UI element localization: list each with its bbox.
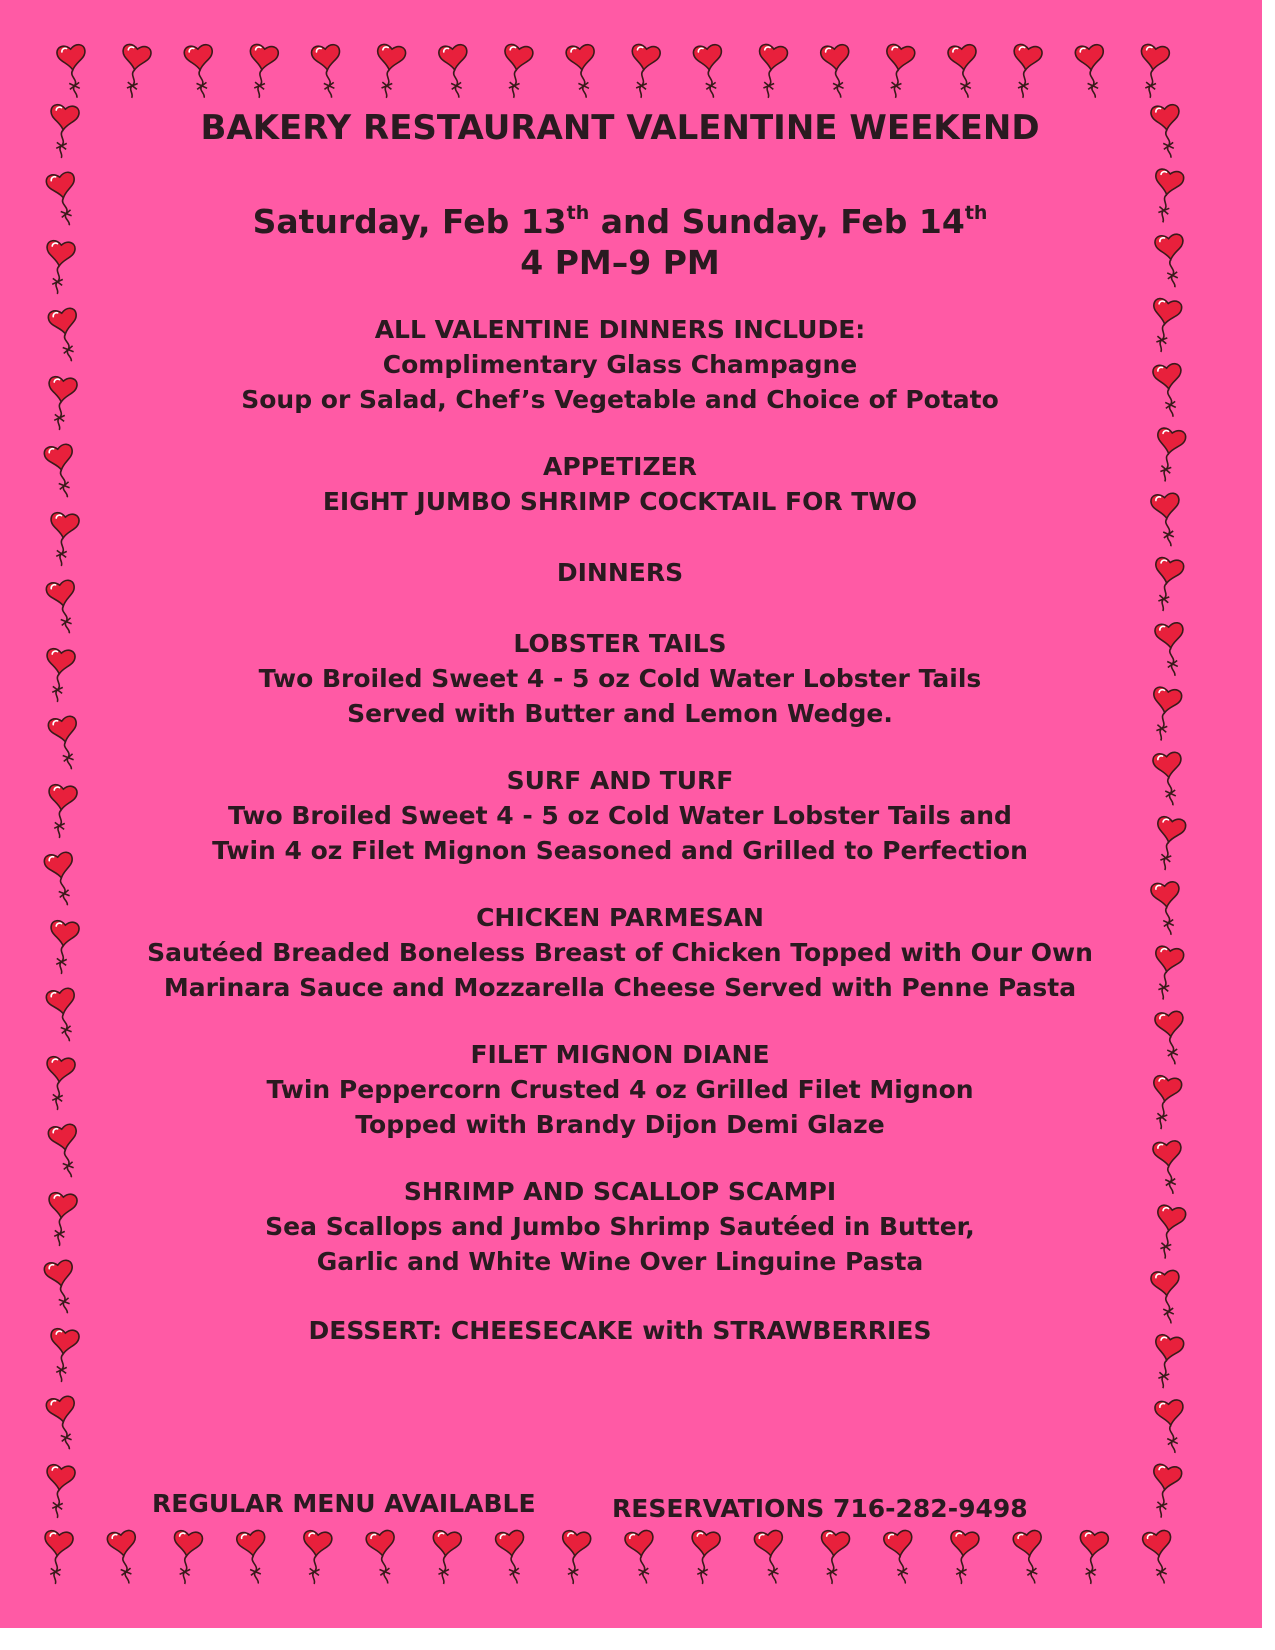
heart-balloon-icon-right	[1154, 622, 1187, 677]
dish-name: FILET MIGNON DIANE	[470, 1040, 770, 1069]
heart-balloon-icon-left	[43, 851, 80, 908]
event-dates	[110, 202, 1130, 242]
heart-balloon-icon-top	[693, 44, 726, 99]
heart-balloon-icon-right	[1146, 686, 1183, 743]
heart-balloon-icon-bottom	[40, 1530, 73, 1585]
dish-item	[110, 763, 1130, 868]
includes-block	[110, 312, 1130, 417]
heart-balloon-icon-right	[1152, 752, 1185, 807]
heart-balloon-icon-right	[1150, 881, 1183, 936]
heart-balloon-icon-top	[184, 44, 217, 99]
heart-balloon-icon-bottom	[495, 1530, 530, 1586]
heart-balloon-icon-right	[1154, 1399, 1187, 1454]
heart-balloon-icon-bottom	[1076, 1530, 1109, 1585]
heart-balloon-icon-left	[46, 104, 79, 159]
heart-balloon-icon-right	[1150, 427, 1187, 484]
heart-balloon-icon-top	[371, 44, 406, 100]
heart-balloon-icon-right	[1146, 298, 1183, 355]
heart-balloon-icon-left	[42, 1056, 75, 1111]
heart-balloon-icon-bottom	[883, 1530, 918, 1586]
heart-balloon-icon-right	[1148, 557, 1185, 614]
heart-balloon-icon-top	[881, 44, 916, 100]
heart-balloon-icon-left	[47, 1123, 84, 1180]
heart-balloon-icon-left	[47, 715, 84, 772]
heart-balloon-icon-right	[1150, 493, 1183, 548]
heart-balloon-icon-left	[42, 240, 75, 295]
page-title: BAKERY RESTAURANT VALENTINE WEEKEND	[200, 108, 1040, 148]
heart-balloon-icon-right	[1150, 104, 1183, 159]
dish-description: Marinara Sauce and Mozzarella Cheese Served with Penne Pasta	[163, 973, 1077, 1002]
heart-balloon-icon-top	[438, 44, 471, 99]
dish-item	[110, 626, 1130, 731]
dish-item	[110, 1174, 1130, 1279]
dish-name: CHICKEN PARMESAN	[476, 903, 764, 932]
date-sunday-suffix: th	[964, 202, 988, 224]
includes-heading: ALL VALENTINE DINNERS INCLUDE:	[374, 315, 866, 344]
heart-balloon-icon-top	[499, 44, 534, 100]
reservations-phone: RESERVATIONS 716-282-9498	[612, 1494, 1028, 1523]
regular-menu-note: REGULAR MENU AVAILABLE	[152, 1489, 536, 1518]
heart-balloon-icon-bottom	[429, 1530, 462, 1585]
flyer-content	[110, 100, 1130, 1348]
heart-balloon-icon-top	[820, 44, 853, 99]
heart-balloon-icon-top	[244, 44, 279, 100]
heart-balloon-icon-bottom	[624, 1530, 659, 1586]
heart-balloon-icon-bottom	[817, 1530, 850, 1585]
dish-description: Sea Scallops and Jumbo Shrimp Sautéed in Butter,	[265, 1212, 975, 1241]
heart-balloon-icon-bottom	[1142, 1530, 1177, 1586]
heart-balloon-icon-right	[1154, 1011, 1187, 1066]
heart-balloon-icon-bottom	[170, 1530, 203, 1585]
date-saturday: Saturday, Feb 13	[252, 202, 567, 241]
heart-balloon-icon-left	[42, 648, 75, 703]
heart-balloon-icon-bottom	[299, 1530, 332, 1585]
heart-balloon-icon-top	[1135, 44, 1170, 100]
heart-balloon-icon-left	[45, 171, 82, 228]
heart-balloon-icon-right	[1152, 1140, 1185, 1195]
dish-description: Two Broiled Sweet 4 - 5 oz Cold Water Lobster Tails and	[228, 801, 1012, 830]
heart-balloon-icon-top	[311, 44, 344, 99]
heart-balloon-icon-top	[1075, 44, 1108, 99]
heart-balloon-icon-bottom	[107, 1530, 142, 1586]
heart-balloon-icon-top	[117, 44, 152, 100]
dish-description: Served with Butter and Lemon Wedge.	[347, 699, 893, 728]
date-saturday-suffix: th	[566, 202, 590, 224]
appetizer-block	[110, 449, 1130, 519]
heart-balloon-icon-right	[1146, 1463, 1183, 1520]
heart-balloon-icon-bottom	[236, 1530, 271, 1586]
heart-balloon-icon-left	[46, 1328, 79, 1383]
heart-balloon-icon-right	[1150, 1204, 1187, 1261]
heart-balloon-icon-bottom	[558, 1530, 591, 1585]
dish-name: LOBSTER TAILS	[513, 629, 727, 658]
includes-line: Soup or Salad, Chef’s Vegetable and Choice of Potato	[241, 385, 999, 414]
heart-balloon-icon-right	[1154, 234, 1187, 289]
event-hours: 4 PM–9 PM	[520, 243, 720, 282]
heart-balloon-icon-left	[44, 1192, 77, 1247]
heart-balloon-icon-bottom	[687, 1530, 720, 1585]
heart-balloon-icon-right	[1150, 1270, 1183, 1325]
heart-balloon-icon-right	[1146, 1075, 1183, 1132]
heart-balloon-icon-bottom	[946, 1530, 979, 1585]
heart-balloon-icon-top	[1008, 44, 1043, 100]
heart-balloon-icon-left	[46, 512, 79, 567]
heart-balloon-icon-left	[42, 1464, 75, 1519]
heart-balloon-icon-top	[626, 44, 661, 100]
dish-description: Twin Peppercorn Crusted 4 oz Grilled Filet Mignon	[266, 1075, 974, 1104]
heart-balloon-icon-left	[43, 443, 80, 500]
heart-balloon-icon-left	[45, 579, 82, 636]
heart-balloon-icon-right	[1148, 168, 1185, 225]
date-sunday: and Sunday, Feb 14	[589, 202, 965, 241]
heart-balloon-icon-left	[44, 376, 77, 431]
dish-item	[110, 900, 1130, 1005]
heart-balloon-icon-right	[1148, 945, 1185, 1002]
heart-balloon-icon-top	[947, 44, 980, 99]
dish-description: Garlic and White Wine Over Linguine Pasta	[316, 1247, 924, 1276]
dish-description: Topped with Brandy Dijon Demi Glaze	[355, 1110, 885, 1139]
appetizer-heading: APPETIZER	[543, 452, 697, 481]
heart-balloon-icon-top	[56, 44, 89, 99]
heart-balloon-icon-left	[45, 1395, 82, 1452]
appetizer-item: EIGHT JUMBO SHRIMP COCKTAIL FOR TWO	[322, 487, 918, 516]
dish-name: SURF AND TURF	[506, 766, 734, 795]
heart-balloon-icon-top	[753, 44, 788, 100]
heart-balloon-icon-bottom	[365, 1530, 400, 1586]
dish-name: SHRIMP AND SCALLOP SCAMPI	[403, 1177, 837, 1206]
heart-balloon-icon-left	[44, 784, 77, 839]
dish-description: Sautéed Breaded Boneless Breast of Chicken Topped with Our Own	[147, 938, 1093, 967]
heart-balloon-icon-left	[46, 920, 79, 975]
heart-balloon-icon-right	[1148, 1334, 1185, 1391]
heart-balloon-icon-bottom	[1012, 1530, 1047, 1586]
heart-balloon-icon-left	[45, 987, 82, 1044]
dinners-heading: DINNERS	[556, 558, 684, 587]
heart-balloon-icon-left	[43, 1259, 80, 1316]
heart-balloon-icon-bottom	[754, 1530, 789, 1586]
dish-item	[110, 1037, 1130, 1142]
heart-balloon-icon-left	[47, 307, 84, 364]
heart-balloon-icon-top	[566, 44, 599, 99]
dessert-line: DESSERT: CHEESECAKE with STRAWBERRIES	[308, 1316, 932, 1345]
heart-balloon-icon-right	[1150, 816, 1187, 873]
includes-line: Complimentary Glass Champagne	[382, 350, 858, 379]
dish-description: Two Broiled Sweet 4 - 5 oz Cold Water Lobster Tails	[258, 664, 982, 693]
heart-balloon-icon-right	[1152, 363, 1185, 418]
dish-description: Twin 4 oz Filet Mignon Seasoned and Grilled to Perfection	[212, 836, 1028, 865]
